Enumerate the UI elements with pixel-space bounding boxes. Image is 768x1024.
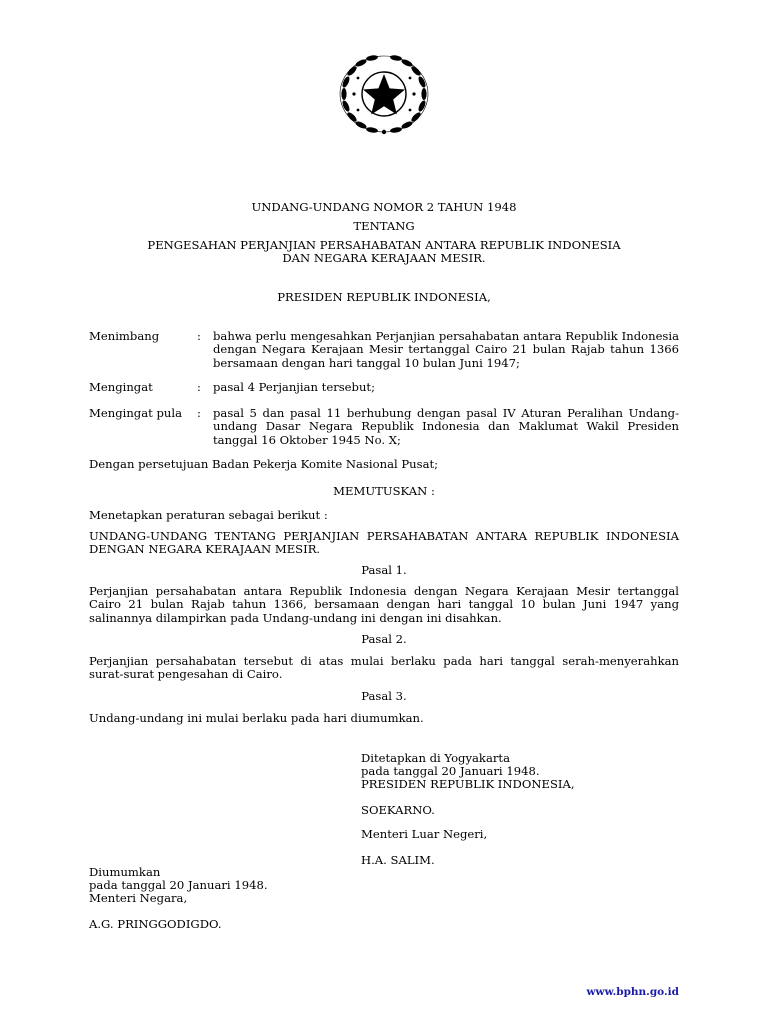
minister-name: H.A. SALIM. (361, 853, 435, 867)
article-text-2: Perjanjian persahabatan tersebut di atas mulai berlaku pada hari tanggal serah-menyerahkan surat-surat pengesahan di Cairo. (89, 654, 679, 682)
subject-line-2: DAN NEGARA KERAJAAN MESIR. (282, 251, 486, 265)
president-heading: PRESIDEN REPUBLIK INDONESIA, (277, 290, 491, 304)
consideration-text: pasal 5 dan pasal 11 berhubung dengan pasal IV Aturan Peralihan Undang-undang Dasar Negara Republik Indonesia dan Maklumat Wakil Presiden tanggal 16 Oktober 1945 No. X; (213, 406, 679, 447)
signature-office: PRESIDEN REPUBLIK INDONESIA, (361, 777, 575, 791)
consideration-label: Mengingat (89, 380, 153, 394)
article-heading-2: Pasal 2. (361, 632, 407, 646)
agreement-line: Dengan persetujuan Badan Pekerja Komite Nasional Pusat; (89, 457, 439, 471)
consideration-colon: : (197, 380, 201, 394)
law-number-title: UNDANG-UNDANG NOMOR 2 TAHUN 1948 (251, 200, 517, 214)
announcement-date: pada tanggal 20 Januari 1948. (89, 878, 268, 892)
consideration-label: Mengingat pula (89, 406, 182, 420)
article-heading-1: Pasal 1. (361, 563, 407, 577)
announcement-title: Menteri Negara, (89, 891, 188, 905)
signature-name: SOEKARNO. (361, 803, 435, 817)
announcement-label: Diumumkan (89, 865, 161, 879)
footer-url: www.bphn.go.id (586, 986, 679, 998)
tentang-heading: TENTANG (353, 219, 415, 233)
consideration-text: pasal 4 Perjanjian tersebut; (213, 380, 376, 394)
article-text-3: Undang-undang ini mulai berlaku pada hari diumumkan. (89, 711, 424, 725)
article-heading-3: Pasal 3. (361, 689, 407, 703)
consideration-text: bahwa perlu mengesahkan Perjanjian persahabatan antara Republik Indonesia dengan Negara Kerajaan Mesir tertanggal Cairo 21 bulan Rajab tahun 1366 bersamaan dengan hari tanggal 10 bulan Juni 1947; (213, 329, 679, 370)
article-text-1: Perjanjian persahabatan antara Republik Indonesia dengan Negara Kerajaan Mesir tertanggal Cairo 21 bulan Rajab tahun 1366, bersamaan dengan hari tanggal 10 bulan Juni 1947 yang salinannya dilampirkan pada Undang-undang ini dengan ini disahkan. (89, 584, 679, 625)
establish-line: Menetapkan peraturan sebagai berikut : (89, 508, 328, 522)
law-title: UNDANG-UNDANG TENTANG PERJANJIAN PERSAHABATAN ANTARA REPUBLIK INDONESIA DENGAN NEGARA KERAJAAN MESIR. (89, 529, 679, 557)
consideration-colon: : (197, 406, 201, 420)
consideration-colon: : (197, 329, 201, 343)
consideration-label: Menimbang (89, 329, 160, 343)
minister-title: Menteri Luar Negeri, (361, 827, 488, 841)
decides-heading: MEMUTUSKAN : (333, 484, 435, 498)
signature-date: pada tanggal 20 Januari 1948. (361, 764, 540, 778)
state-emblem-icon (334, 52, 434, 136)
signature-place: Ditetapkan di Yogyakarta (361, 751, 510, 765)
subject-line-1: PENGESAHAN PERJANJIAN PERSAHABATAN ANTARA REPUBLIK INDONESIA (147, 238, 621, 252)
announcement-name: A.G. PRINGGODIGDO. (89, 917, 222, 931)
